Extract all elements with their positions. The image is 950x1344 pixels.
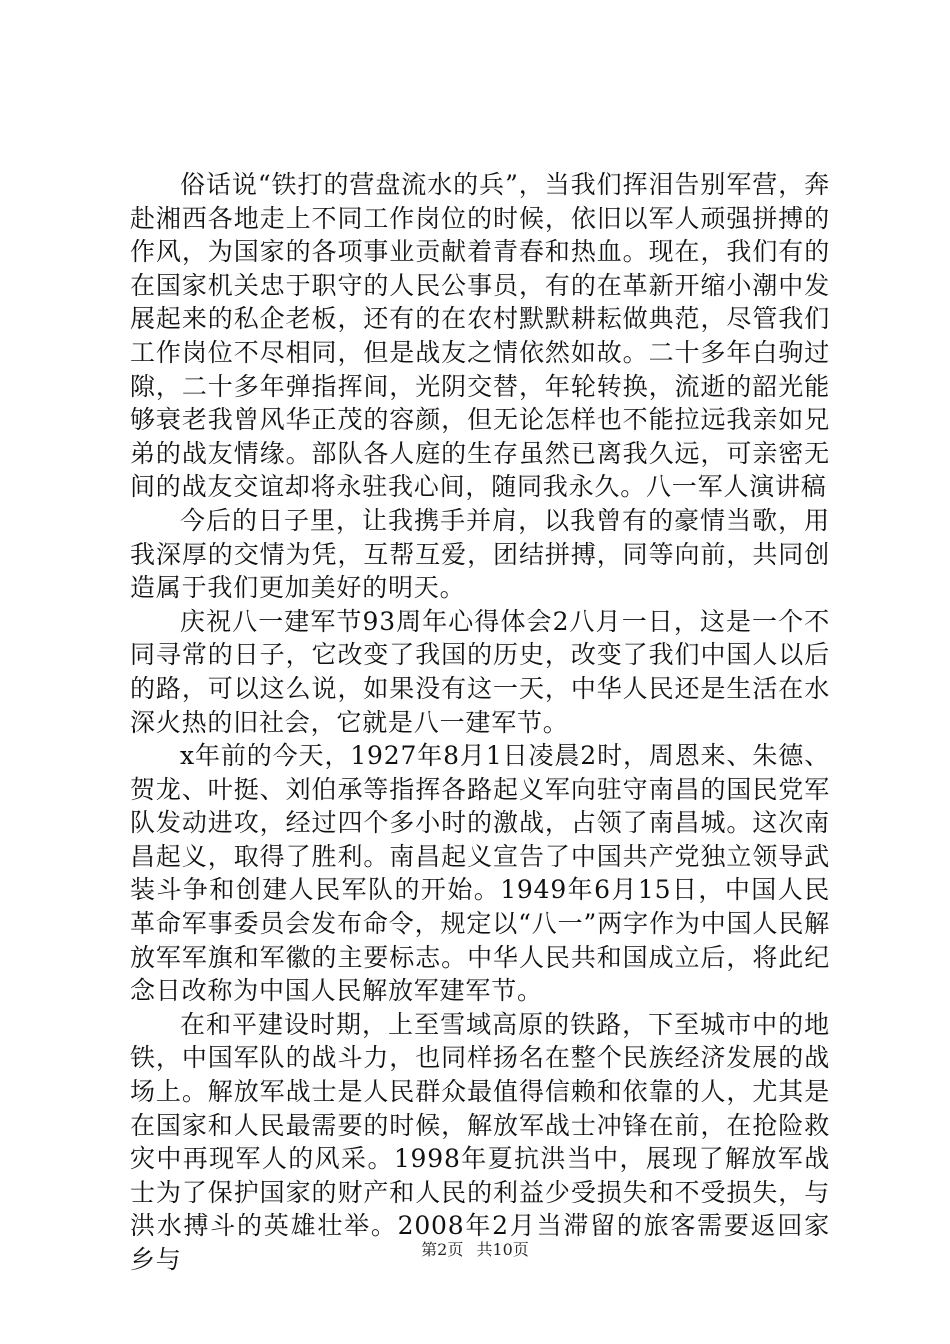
page-number: 第2页 (421, 1240, 464, 1259)
page-total: 共10页 (476, 1240, 529, 1259)
paragraph-4: x年前的今天，1927年8月1日凌晨2时，周恩来、朱德、贺龙、叶挺、刘伯承等指挥各路起义军向驻守南昌的国民党军队发动进攻，经过四个多小时的激战，占领了南昌城。这次南昌起义，取得了胜利。南昌起义宣告了中国共产党独立领导武装斗争和创建人民军队的开始。1949年6月15日，中国人民革命军事委员会发布命令，规定以“八一”两字作为中国人民解放军军旗和军徽的主要标志。中华人民共和国成立后，将此纪念日改称为中国人民解放军建军节。 (130, 741, 830, 1006)
paragraph-2: 今后的日子里，让我携手并肩，以我曾有的豪情当歌，用我深厚的交情为凭，互帮互爱，团结拼搏，同等向前，共同创造属于我们更加美好的明天。 (130, 505, 830, 603)
paragraph-1: 俗话说“铁打的营盘流水的兵”，当我们挥泪告别军营，奔赴湘西各地走上不同工作岗位的时候，依旧以军人顽强拼搏的作风，为国家的各项事业贡献着青春和热血。现在，我们有的在国家机关忠于职守的人民公事员，有的在革新开缩小潮中发展起来的私企老板，还有的在农村默默耕耘做典范，尽管我们工作岗位不尽相同，但是战友之情依然如故。二十多年白驹过隙，二十多年弹指挥间，光阴交替，年轮转换，流逝的韶光能够衰老我曾风华正茂的容颜，但无论怎样也不能拉远我亲如兄弟的战友情缘。部队各人庭的生存虽然已离我久远，可亲密无间的战友交谊却将永驻我心间，随同我永久。八一军人演讲稿 (130, 170, 830, 502)
page-footer (0, 1240, 950, 1260)
paragraph-3: 庆祝八一建军节93周年心得体会2八月一日，这是一个不同寻常的日子，它改变了我国的历史，改变了我们中国人以后的路，可以这么说，如果没有这一天，中华人民还是生活在水深火热的旧社会，它就是八一建军节。 (130, 606, 830, 737)
document-body (130, 168, 830, 1277)
paragraph-5: 在和平建设时期，上至雪域高原的铁路，下至城市中的地铁，中国军队的战斗力，也同样扬名在整个民族经济发展的战场上。解放军战士是人民群众最值得信赖和依靠的人，尤其是在国家和人民最需要的时候，解放军战士冲锋在前，在抢险救灾中再现军人的风采。1998年夏抗洪当中，展现了解放军战士为了保护国家的财产和人民的利益少受损失和不受损失，与洪水搏斗的英雄壮举。2008年2月当滞留的旅客需要返回家乡与 (130, 1009, 830, 1274)
